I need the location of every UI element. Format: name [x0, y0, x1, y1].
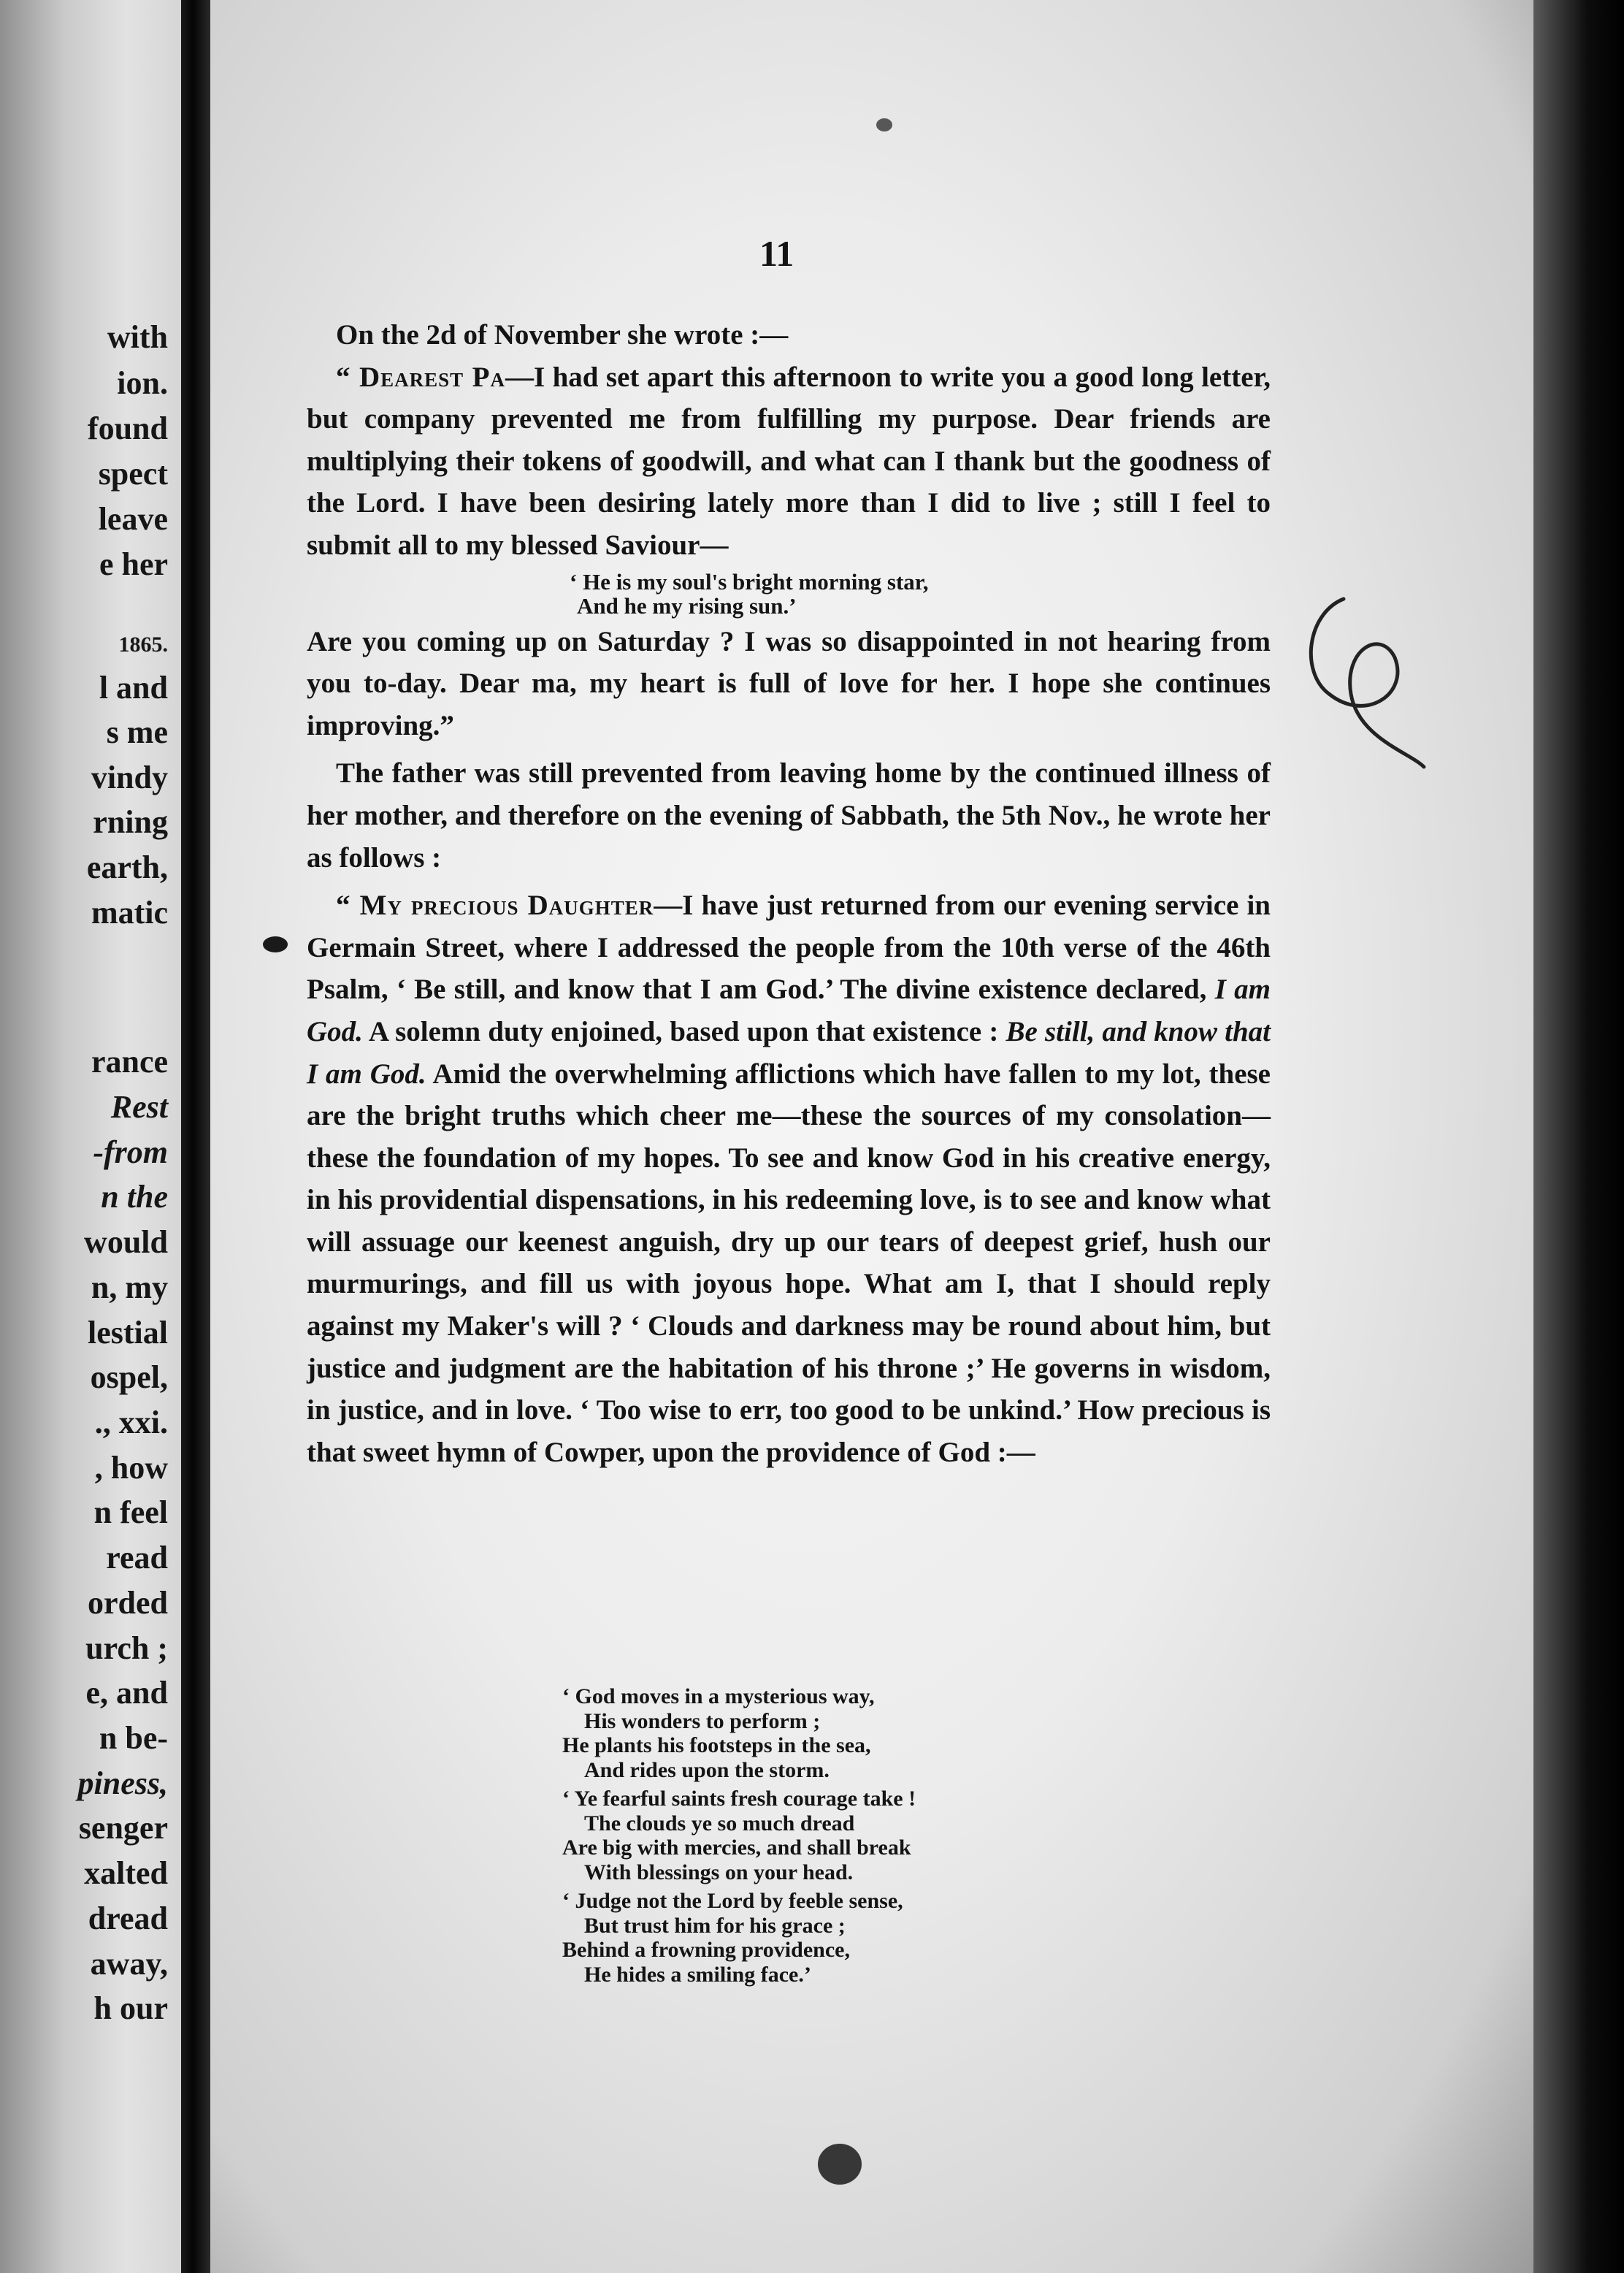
- poem-stanza: [562, 1787, 916, 1884]
- prev-page-line: lestial: [88, 1315, 168, 1351]
- poem-line: His wonders to perform ;: [584, 1708, 821, 1733]
- prev-page-line: Rest: [110, 1089, 168, 1125]
- prev-page-line: n the: [101, 1179, 168, 1215]
- page-edge-shadow: [1533, 0, 1624, 2273]
- prev-page-line: ospel,: [90, 1359, 168, 1395]
- prev-page-line: leave: [98, 501, 168, 537]
- poem-line: ‘ God moves in a mysterious way,: [562, 1684, 875, 1708]
- prev-page-line: l and: [99, 670, 168, 706]
- poem-line: ‘ Judge not the Lord by feeble sense,: [562, 1889, 903, 1913]
- prev-page-line: ion.: [117, 365, 168, 401]
- book-gutter: [181, 0, 210, 2273]
- poem-line: With blessings on your head.: [584, 1860, 854, 1884]
- poem-line: The clouds ye so much dread: [584, 1811, 855, 1835]
- prev-page-line: away,: [90, 1946, 168, 1982]
- prev-page-line: n be-: [99, 1720, 168, 1756]
- prev-page-line: matic: [91, 895, 168, 931]
- paragraph: Are you coming up on Saturday ? I was so disappointed in not hearing from you to-day. Dear ma, my heart is full of love for her. I hope she continues improving.”: [307, 625, 1271, 741]
- ink-blot: [876, 118, 892, 131]
- prev-page-line: dread: [88, 1900, 168, 1936]
- ink-blot: [818, 2144, 862, 2185]
- prev-page-line: found: [87, 410, 168, 446]
- prev-page-line: senger: [78, 1810, 168, 1846]
- prev-page-line: earth,: [86, 849, 168, 885]
- prev-page-line: orded: [88, 1585, 168, 1621]
- page-number: 11: [759, 233, 794, 274]
- prev-page-line: rance: [91, 1044, 168, 1080]
- paragraph: “ My precious Daughter—I have just returned from our evening service in Germain Street, where I addressed the people from the 10th verse of the 46th Psalm, ‘ Be still, and know that I am God.’ The divine existence declared, I am God. A solemn duty enjoined, based upon that existence : Be still, and know that I am God. Amid the overwhelming afflictions which have fallen to my lot, these are the bright truths which cheer me—these the sources of my consolation—these the foundation of my hopes. To see and know God in his creative energy, in his providential dispensations, in his redeeming love, is to see and know what will assuage our keenest anguish, dry up our tears of deepest grief, hush our murmurings, and fill us with joyous hope. What am I, that I should reply against my Maker's will ? ‘ Clouds and darkness may be round about him, but justice and judgment are the habitation of his throne ;’ He governs in wisdom, in justice, and in love. ‘ Too wise to err, too good to be unkind.’ How precious is that sweet hymn of Cowper, upon the providence of God :—: [307, 890, 1271, 1468]
- prev-page-line: spect: [98, 456, 168, 492]
- prev-page-line: n, my: [91, 1269, 168, 1305]
- poem-line: But trust him for his grace ;: [584, 1913, 846, 1938]
- poem-line: And rides upon the storm.: [584, 1757, 830, 1782]
- prev-page-line: e, and: [85, 1675, 168, 1711]
- poem-stanza: [562, 1889, 916, 1987]
- prev-page-line: n feel: [93, 1494, 168, 1530]
- prev-page-line: h our: [93, 1990, 168, 2026]
- hymn-poem: [562, 1684, 916, 1991]
- margin-pen-mark: [1300, 584, 1431, 774]
- prev-page-line: ., xxi.: [94, 1405, 168, 1440]
- prev-page-line: , how: [94, 1450, 168, 1486]
- prev-page-line: -from: [93, 1134, 168, 1170]
- paragraph: “ Dearest Pa—I had set apart this afternoon to write you a good long letter, but company prevented me from fulfilling my purpose. Dear friends are multiplying their tokens of goodwill, and what can I thank but the goodness of the Lord. I have been desiring lately more than I did to live ; still I feel to submit all to my blessed Saviour—: [307, 361, 1271, 561]
- prev-page-line: 1865.: [118, 633, 168, 657]
- prev-page-line: read: [106, 1540, 168, 1575]
- paragraph: The father was still prevented from leaving home by the continued illness of her mother, and therefore on the evening of Sabbath, the 5th Nov., he wrote her as follows :: [307, 757, 1271, 874]
- page-body: [307, 314, 1271, 1473]
- prev-page-line: xalted: [84, 1855, 168, 1891]
- poem-line: Are big with mercies, and shall break: [562, 1835, 911, 1860]
- poem-line: ‘ Ye fearful saints fresh courage take !: [562, 1787, 916, 1811]
- prev-page-line: vindy: [91, 760, 168, 795]
- previous-page-fragment: [0, 0, 181, 2273]
- prev-page-line: piness,: [77, 1765, 168, 1801]
- poem-line: Behind a frowning providence,: [562, 1938, 850, 1962]
- verse-quote: ‘ He is my soul's bright morning star, And he my rising sun.’: [570, 568, 929, 619]
- paragraph: On the 2d of November she wrote :—: [336, 319, 789, 351]
- prev-page-line: rning: [93, 804, 168, 840]
- prev-page-line: s me: [106, 714, 168, 750]
- prev-page-line: e her: [99, 546, 168, 582]
- poem-stanza: [562, 1684, 916, 1782]
- poem-line: He plants his footsteps in the sea,: [562, 1733, 871, 1757]
- prev-page-line: urch ;: [85, 1630, 168, 1666]
- poem-line: He hides a smiling face.’: [584, 1962, 811, 1987]
- prev-page-line: with: [107, 319, 168, 355]
- prev-page-line: would: [84, 1224, 168, 1260]
- ink-blot: [263, 936, 288, 952]
